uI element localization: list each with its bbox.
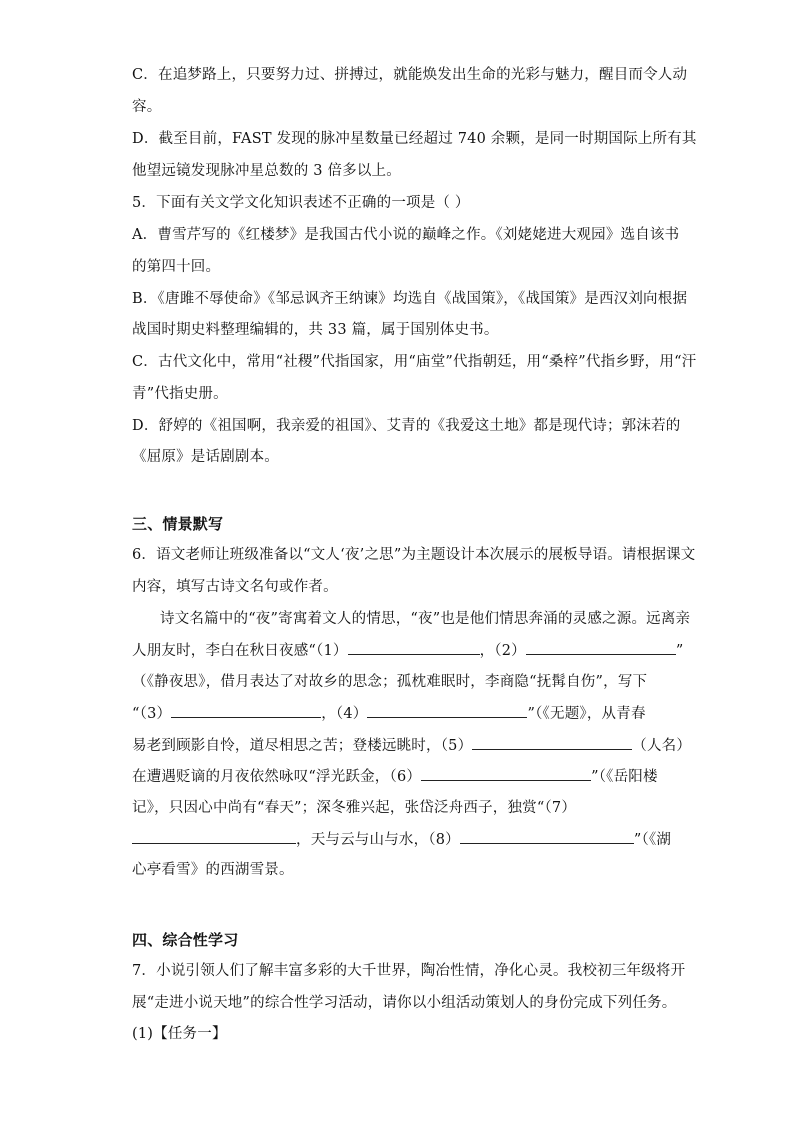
passage-text: ，（4） xyxy=(321,706,368,722)
passage-text: 易老到顾影自怜，道尽相思之苦；登楼远眺时，（5） xyxy=(132,738,473,754)
section-heading-comprehensive: 四、综合性学习 xyxy=(132,931,239,949)
q5-option-d-line1: D．舒婷的《祖国啊，我亲爱的祖国》、艾青的《我爱这土地》都是现代诗；郭沫若的 xyxy=(132,418,681,434)
passage-line-5 xyxy=(132,735,691,756)
passage-line-9: 心亭看雪》的西湖雪景。 xyxy=(132,862,294,878)
q6-stem-line1: 6．语文老师让班级准备以“文人‘夜’之思”为主题设计本次展示的展板导语。请根据课文 xyxy=(132,547,696,563)
answer-blank-7[interactable] xyxy=(132,829,296,844)
q7-stem-line1: 7．小说引领人们了解丰富多彩的大千世界，陶冶性情，净化心灵。我校初三年级将开 xyxy=(132,963,686,979)
q7-stem-line2: 展“走进小说天地”的综合性学习活动，请你以小组活动策划人的身份完成下列任务。 xyxy=(132,995,677,1011)
q5-option-c-line1: C．古代文化中，常用“社稷”代指国家，用“庙堂”代指朝廷，用“桑梓”代指乡野，用“汗 xyxy=(132,354,697,370)
passage-text: ”（《无题》，从青春 xyxy=(527,706,646,722)
answer-blank-1[interactable] xyxy=(348,640,480,655)
q6-stem-line2: 内容，填写古诗文名句或作者。 xyxy=(132,579,338,595)
q4-option-c-line1: C．在追梦路上，只要努力过、拼搏过，就能焕发出生命的光彩与魅力，醒目而令人动 xyxy=(132,67,688,83)
answer-blank-5[interactable] xyxy=(472,735,632,750)
section-heading-recitation: 三、情景默写 xyxy=(132,515,224,533)
passage-line-3: （《静夜思》，借月表达了对故乡的思念；孤枕难眠时，李商隐“抚髯自伤”，写下 xyxy=(132,674,648,690)
passage-text: ”（《岳阳楼 xyxy=(591,769,658,785)
passage-text: 在遭遇贬谪的月夜依然咏叹“浮光跃金，（6） xyxy=(132,769,422,785)
passage-text: （人名） xyxy=(632,738,692,754)
q5-option-c-line2: 青”代指史册。 xyxy=(132,386,228,402)
passage-line-8 xyxy=(132,829,671,850)
q4-option-c-line2: 容。 xyxy=(132,99,162,115)
passage-line-7: 记》，只因心中尚有“春天”；深冬雅兴起，张岱泛舟西子，独赏“（7） xyxy=(132,800,577,816)
passage-line-6 xyxy=(132,766,658,787)
task-one-label: (1)【任务一】 xyxy=(132,1026,227,1042)
passage-text: ” xyxy=(675,643,684,659)
answer-blank-2[interactable] xyxy=(526,640,676,655)
passage-text: ，（2） xyxy=(479,643,526,659)
q5-option-d-line2: 《屈原》是话剧剧本。 xyxy=(132,449,279,465)
q4-option-d-line2: 他望远镜发现脉冲星总数的 3 倍多以上。 xyxy=(132,163,401,179)
passage-line-2 xyxy=(132,640,684,661)
passage-text: “（3） xyxy=(132,706,172,722)
answer-blank-4[interactable] xyxy=(367,703,527,718)
q5-stem: 5．下面有关文学文化知识表述不正确的一项是（ ） xyxy=(132,195,470,211)
q5-option-a-line2: 的第四十回。 xyxy=(132,259,221,275)
passage-text: ，天与云与山与水，（8） xyxy=(296,832,460,848)
q5-option-b-line2: 战国时期史料整理编辑的，共 33 篇，属于国别体史书。 xyxy=(132,322,499,338)
answer-blank-6[interactable] xyxy=(421,766,591,781)
q4-option-d-line1: D．截至目前，FAST 发现的脉冲星数量已经超过 740 余颗，是同一时期国际上所有其 xyxy=(132,131,697,147)
q5-option-b-line1: B．《唐雎不辱使命》《邹忌讽齐王纳谏》均选自《战国策》，《战国策》是西汉刘向根据 xyxy=(132,291,688,307)
answer-blank-8[interactable] xyxy=(460,829,634,844)
passage-line-4 xyxy=(132,703,646,724)
passage-text: ”（《湖 xyxy=(633,832,672,848)
passage-text: 人朋友时，李白在秋日夜感“（1） xyxy=(132,643,348,659)
q5-option-a-line1: A．曹雪芹写的《红楼梦》是我国古代小说的巅峰之作。《刘姥姥进大观园》选自该书 xyxy=(132,227,680,243)
passage-line-1: 诗文名篇中的“夜”寄寓着文人的情思，“夜”也是他们情思奔涌的灵感之源。远离亲 xyxy=(160,611,691,627)
answer-blank-3[interactable] xyxy=(171,703,321,718)
